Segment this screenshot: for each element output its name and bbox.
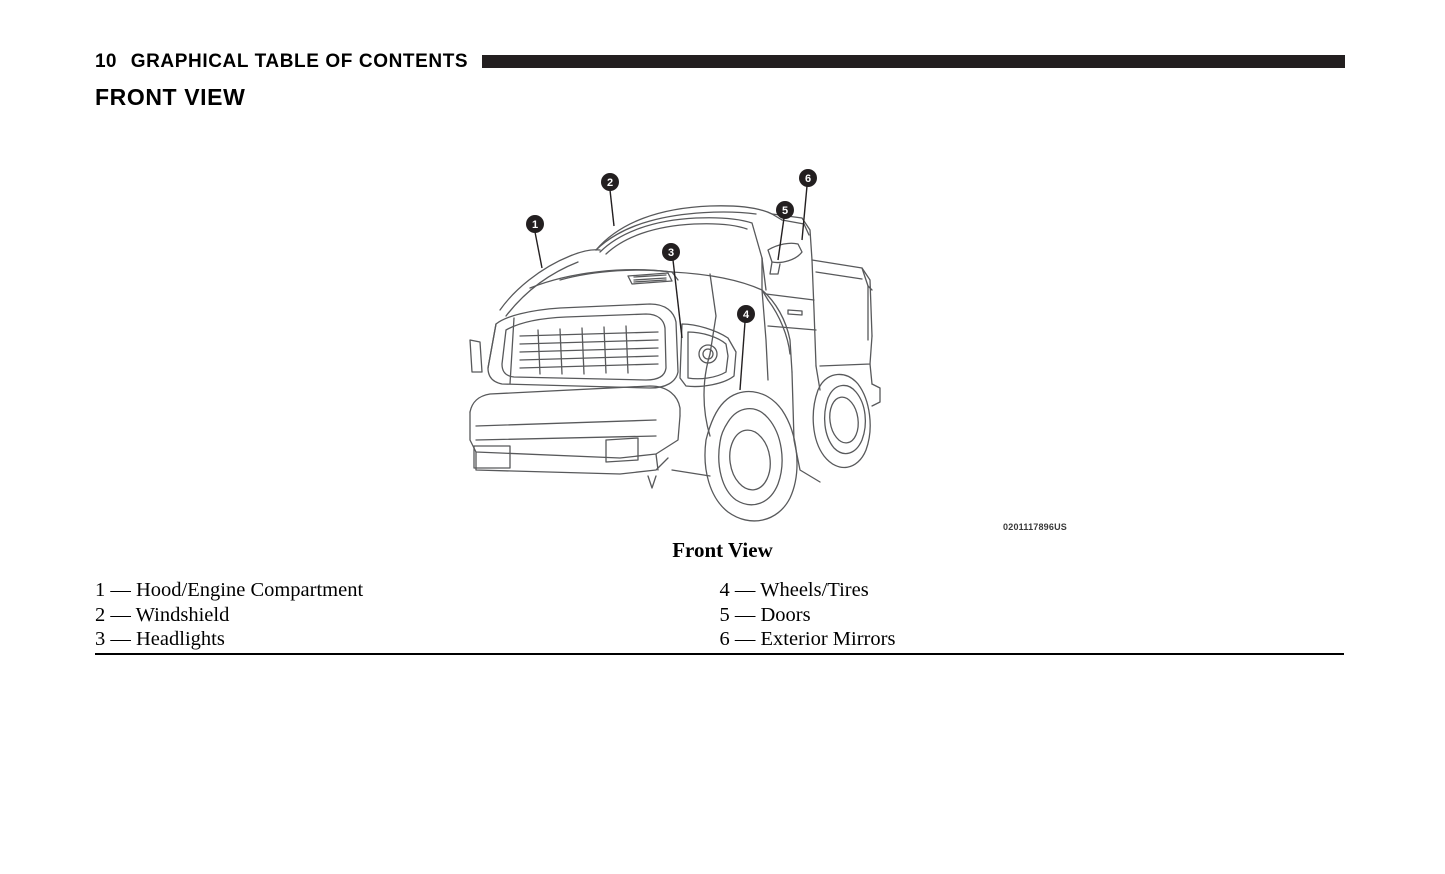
header-rule xyxy=(482,55,1345,68)
callout-2 xyxy=(601,173,619,191)
legend-item: 5 — Doors xyxy=(719,603,811,626)
callout-leader-5 xyxy=(778,218,784,260)
page-number: 10 xyxy=(95,50,117,72)
legend-item: 4 — Wheels/Tires xyxy=(719,579,869,601)
figure-legend xyxy=(95,578,1344,652)
callout-leader-6 xyxy=(802,186,807,240)
header-title: GRAPHICAL TABLE OF CONTENTS xyxy=(130,50,469,72)
figure-caption: Front View xyxy=(672,538,773,562)
legend-item: 2 — Windshield xyxy=(95,603,230,626)
svg-text:6: 6 xyxy=(804,173,812,185)
callout-4 xyxy=(737,305,755,323)
svg-text:3: 3 xyxy=(667,247,675,259)
svg-text:1: 1 xyxy=(531,219,539,231)
callout-leader-2 xyxy=(610,190,614,226)
legend-item: 3 — Headlights xyxy=(95,628,225,650)
callout-1 xyxy=(526,215,544,233)
figure-illustration xyxy=(95,140,1345,540)
svg-text:4: 4 xyxy=(742,309,750,321)
illustration-code: 0201117896US xyxy=(1003,522,1067,532)
callout-group xyxy=(526,169,817,323)
truck-line-art xyxy=(410,140,1030,530)
legend-column-right xyxy=(720,578,1345,652)
callout-3 xyxy=(662,243,680,261)
callout-6 xyxy=(799,169,817,187)
legend-column-left xyxy=(95,578,720,652)
svg-text:2: 2 xyxy=(606,177,614,189)
callout-leader-1 xyxy=(535,232,542,268)
callout-5 xyxy=(776,201,794,219)
legend-bottom-rule xyxy=(95,653,1344,655)
legend-item: 6 — Exterior Mirrors xyxy=(719,628,896,650)
legend-item: 1 — Hood/Engine Compartment xyxy=(95,579,364,601)
svg-text:5: 5 xyxy=(781,205,789,217)
running-header xyxy=(95,48,1345,74)
section-title: FRONT VIEW xyxy=(95,84,246,110)
callout-leader-4 xyxy=(740,322,745,390)
